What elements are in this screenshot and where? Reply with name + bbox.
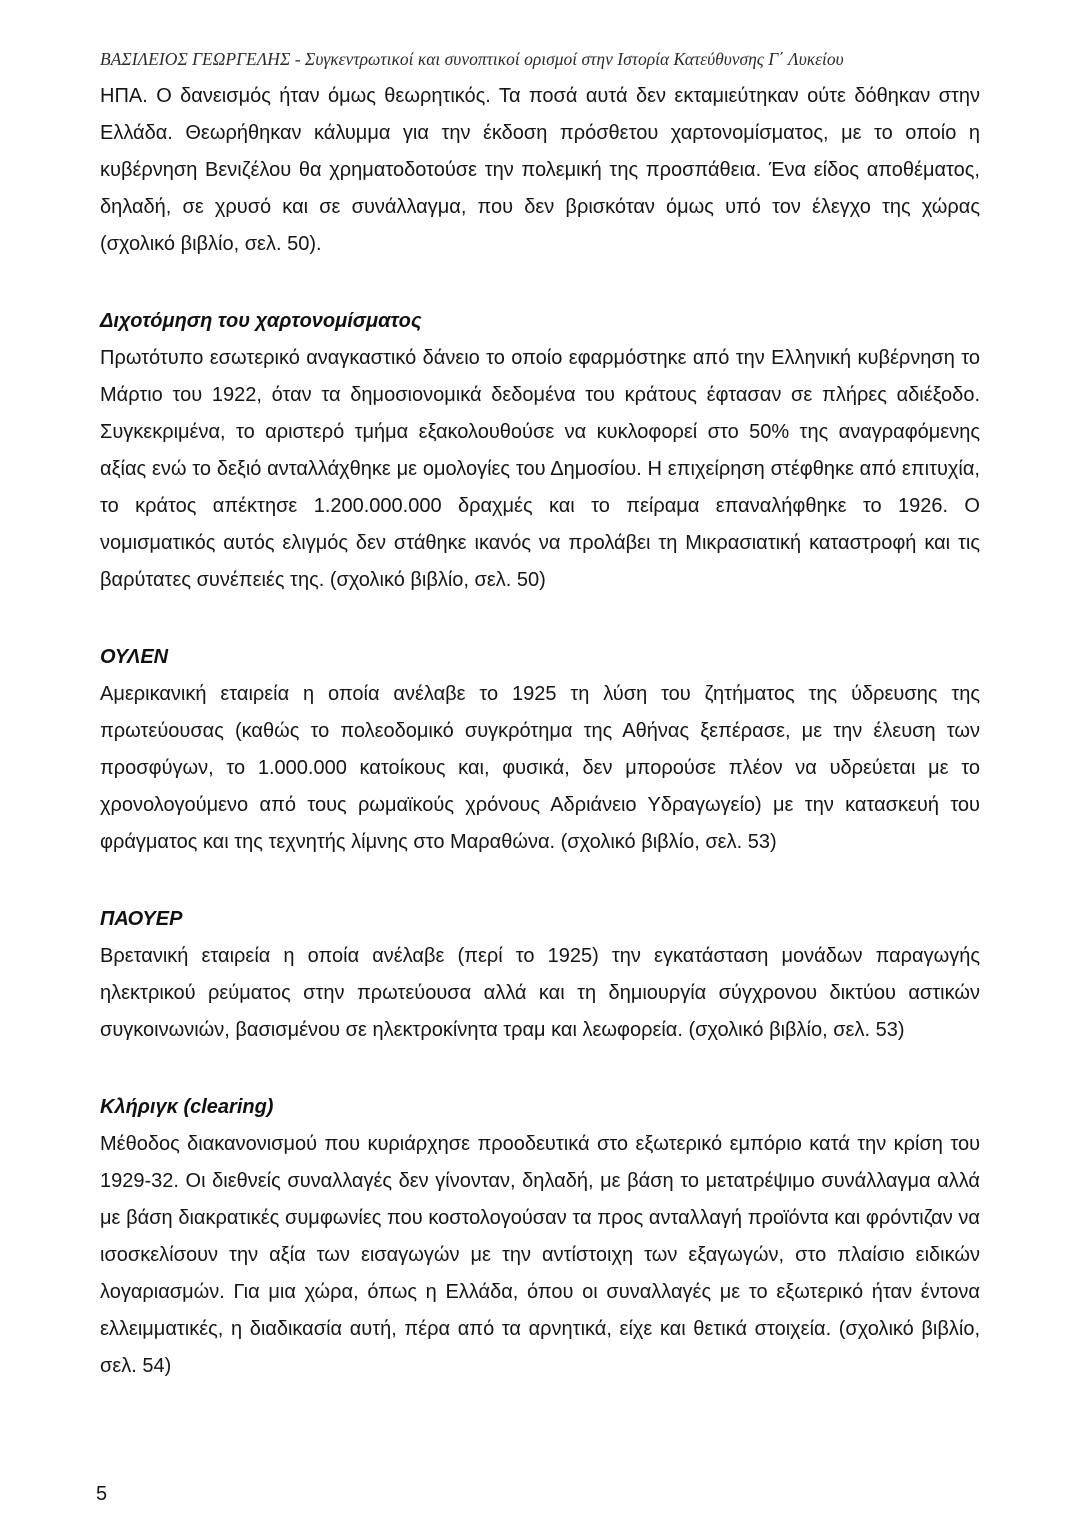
section-body-paouer: Βρετανική εταιρεία η οποία ανέλαβε (περί το 1925) την εγκατάσταση μονάδων παραγωγής ηλεκτρικού ρεύματος στην πρωτεύουσα αλλά και τη δημιουργία σύγχρονου δικτύου αστικών συγκοινωνιών, βασισμένου σε ηλεκτροκίνητα τραμ και λεωφορεία. (σχολικό βιβλίο, σελ. 53) bbox=[100, 945, 980, 1041]
section-heading-clearing: Κλήριγκ (clearing) bbox=[100, 1096, 274, 1118]
section-body-clearing: Μέθοδος διακανονισμού που κυριάρχησε προοδευτικά στο εξωτερικό εμπόριο κατά την κρίση του 1929-32. Οι διεθνείς συναλλαγές δεν γίνονταν, δηλαδή, με βάση το μετατρέψιμο συνάλλαγμα αλλά με βάση διακρατικές συμφωνίες που κοστολογούσαν τα προς ανταλλαγή προϊόντα και φρόντιζαν να ισοσκελίσουν την αξία των εισαγωγών με την αντίστοιχη των εξαγωγών, στο πλαίσιο ειδικών λογαριασμών. Για μια χώρα, όπως η Ελλάδα, όπου οι συναλλαγές με το εξωτερικό ήταν έντονα ελλειμματικές, η διαδικασία αυτή, πέρα από τα αρνητικά, είχε και θετικά στοιχεία. (σχολικό βιβλίο, σελ. 54) bbox=[100, 1133, 980, 1377]
section-heading-dichotomisi-chartonomismatos: Διχοτόμηση του χαρτονομίσματος bbox=[100, 310, 422, 332]
intro-paragraph: ΗΠΑ. Ο δανεισμός ήταν όμως θεωρητικός. Τα ποσά αυτά δεν εκταμιεύτηκαν ούτε δόθηκαν στην Ελλάδα. Θεωρήθηκαν κάλυμμα για την έκδοση πρόσθετου χαρτονομίσματος, με το οποίο η κυβέρνηση Βενιζέλου θα χρηματοδοτούσε την πολεμική της προσπάθεια. Ένα είδος αποθέματος, δηλαδή, σε χρυσό και σε συνάλλαγμα, που δεν βρισκόταν όμως υπό τον έλεγχο της χώρας (σχολικό βιβλίο, σελ. 50). bbox=[100, 85, 980, 255]
page-number: 5 bbox=[96, 1483, 108, 1505]
section-body-dichotomisi-chartonomismatos: Πρωτότυπο εσωτερικό αναγκαστικό δάνειο το οποίο εφαρμόστηκε από την Ελληνική κυβέρνηση το Μάρτιο του 1922, όταν τα δημοσιονομικά δεδομένα του κράτους έφτασαν σε πλήρες αδιέξοδο. Συγκεκριμένα, το αριστερό τμήμα εξακολουθούσε να κυκλοφορεί στο 50% της αναγραφόμενης αξίας ενώ το δεξιό ανταλλάχθηκε με ομολογίες του Δημοσίου. Η επιχείρηση στέφθηκε από επιτυχία, το κράτος απέκτησε 1.200.000.000 δραχμές και το πείραμα επαναλήφθηκε το 1926. Ο νομισματικός αυτός ελιγμός δεν στάθηκε ικανός να προλάβει τη Μικρασιατική καταστροφή και τις βαρύτατες συνέπειές της. (σχολικό βιβλίο, σελ. 50) bbox=[100, 347, 980, 591]
section-body-oulen: Αμερικανική εταιρεία η οποία ανέλαβε το 1925 τη λύση του ζητήματος της ύδρευσης της πρωτεύουσας (καθώς το πολεοδομικό συγκρότημα της Αθήνας ξεπέρασε, με την έλευση των προσφύγων, το 1.000.000 κατοίκους και, φυσικά, δεν μπορούσε πλέον να υδρεύεται με το χρονολογούμενο από τους ρωμαϊκούς χρόνους Αδριάνειο Υδραγωγείο) με την κατασκευή του φράγματος και της τεχνητής λίμνης στο Μαραθώνα. (σχολικό βιβλίο, σελ. 53) bbox=[100, 683, 980, 853]
section-heading-oulen: ΟΥΛΕΝ bbox=[100, 646, 169, 668]
document-header: ΒΑΣΙΛΕΙΟΣ ΓΕΩΡΓΕΛΗΣ - Συγκεντρωτικοί και συνοπτικοί ορισμοί στην Ιστορία Κατεύθυνσης Γ΄ Λυκείου bbox=[100, 49, 844, 69]
section-heading-paouer: ΠΑΟΥΕΡ bbox=[100, 908, 183, 930]
